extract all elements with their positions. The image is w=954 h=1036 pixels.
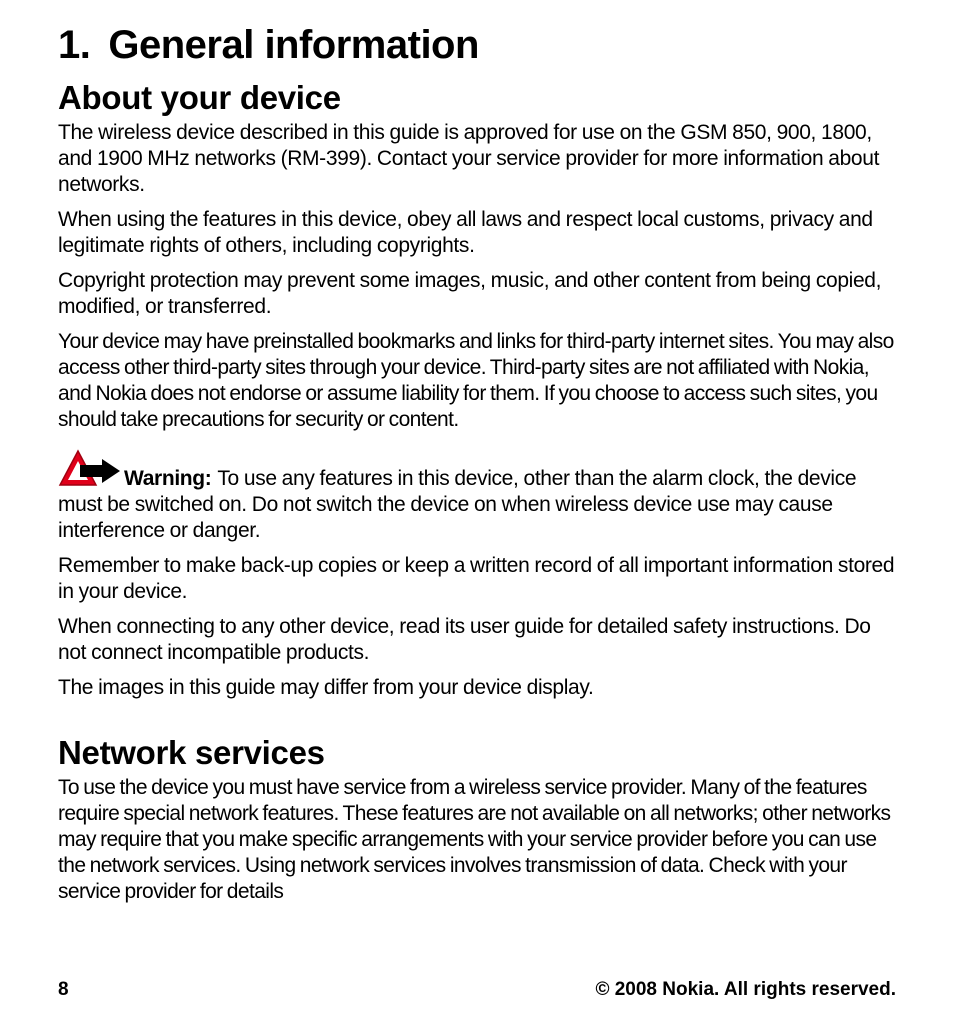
- paragraph-about-4: Your device may have preinstalled bookmarks and links for third-party internet sites. You may also access other third-party sites through your device. Third-party sites are not affiliated with Nokia, and Nokia does not endorse or assume liability for them. If you choose to access such sites, you should take precautions for security or content.: [58, 330, 894, 431]
- paragraph-network-1: To use the device you must have service from a wireless service provider. Many of the features require special network features. These features are not available on all networks; other networks may require that you make specific arrangements with your service provider before you can use the network services. Using network services involves transmission of data. Check with your service provider for details: [58, 776, 891, 903]
- warning-text: To use any features in this device, other than the alarm clock, the device must be switched on. Do not switch the device on when wireless device use may cause interference or danger.: [58, 467, 857, 542]
- paragraph-about-7: The images in this guide may differ from your device display.: [58, 676, 594, 699]
- page-number: 8: [58, 979, 69, 1000]
- paragraph-about-6: When connecting to any other device, read its user guide for detailed safety instructions. Do not connect incompatible products.: [58, 615, 871, 664]
- warning-label: Warning:: [124, 467, 212, 490]
- chapter-number: 1.: [58, 23, 91, 67]
- chapter-title-text: General information: [108, 23, 479, 67]
- document-page: [58, 18, 898, 914]
- warning-paragraph: [58, 449, 898, 544]
- copyright-notice: © 2008 Nokia. All rights reserved.: [595, 979, 896, 1000]
- chapter-title: [58, 18, 898, 72]
- paragraph-about-1: The wireless device described in this guide is approved for use on the GSM 850, 900, 1800, and 1900 MHz networks (RM-399). Contact your service provider for more information about networks.: [58, 121, 880, 196]
- section-heading-about: About your device: [58, 79, 341, 116]
- paragraph-about-3: Copyright protection may prevent some images, music, and other content from being copied, modified, or transferred.: [58, 269, 882, 318]
- warning-icon: [58, 449, 122, 489]
- paragraph-about-2: When using the features in this device, obey all laws and respect local customs, privacy and legitimate rights of others, including copyrights.: [58, 208, 873, 257]
- paragraph-about-5: Remember to make back-up copies or keep a written record of all important information stored in your device.: [58, 554, 895, 603]
- section-heading-network: Network services: [58, 734, 325, 771]
